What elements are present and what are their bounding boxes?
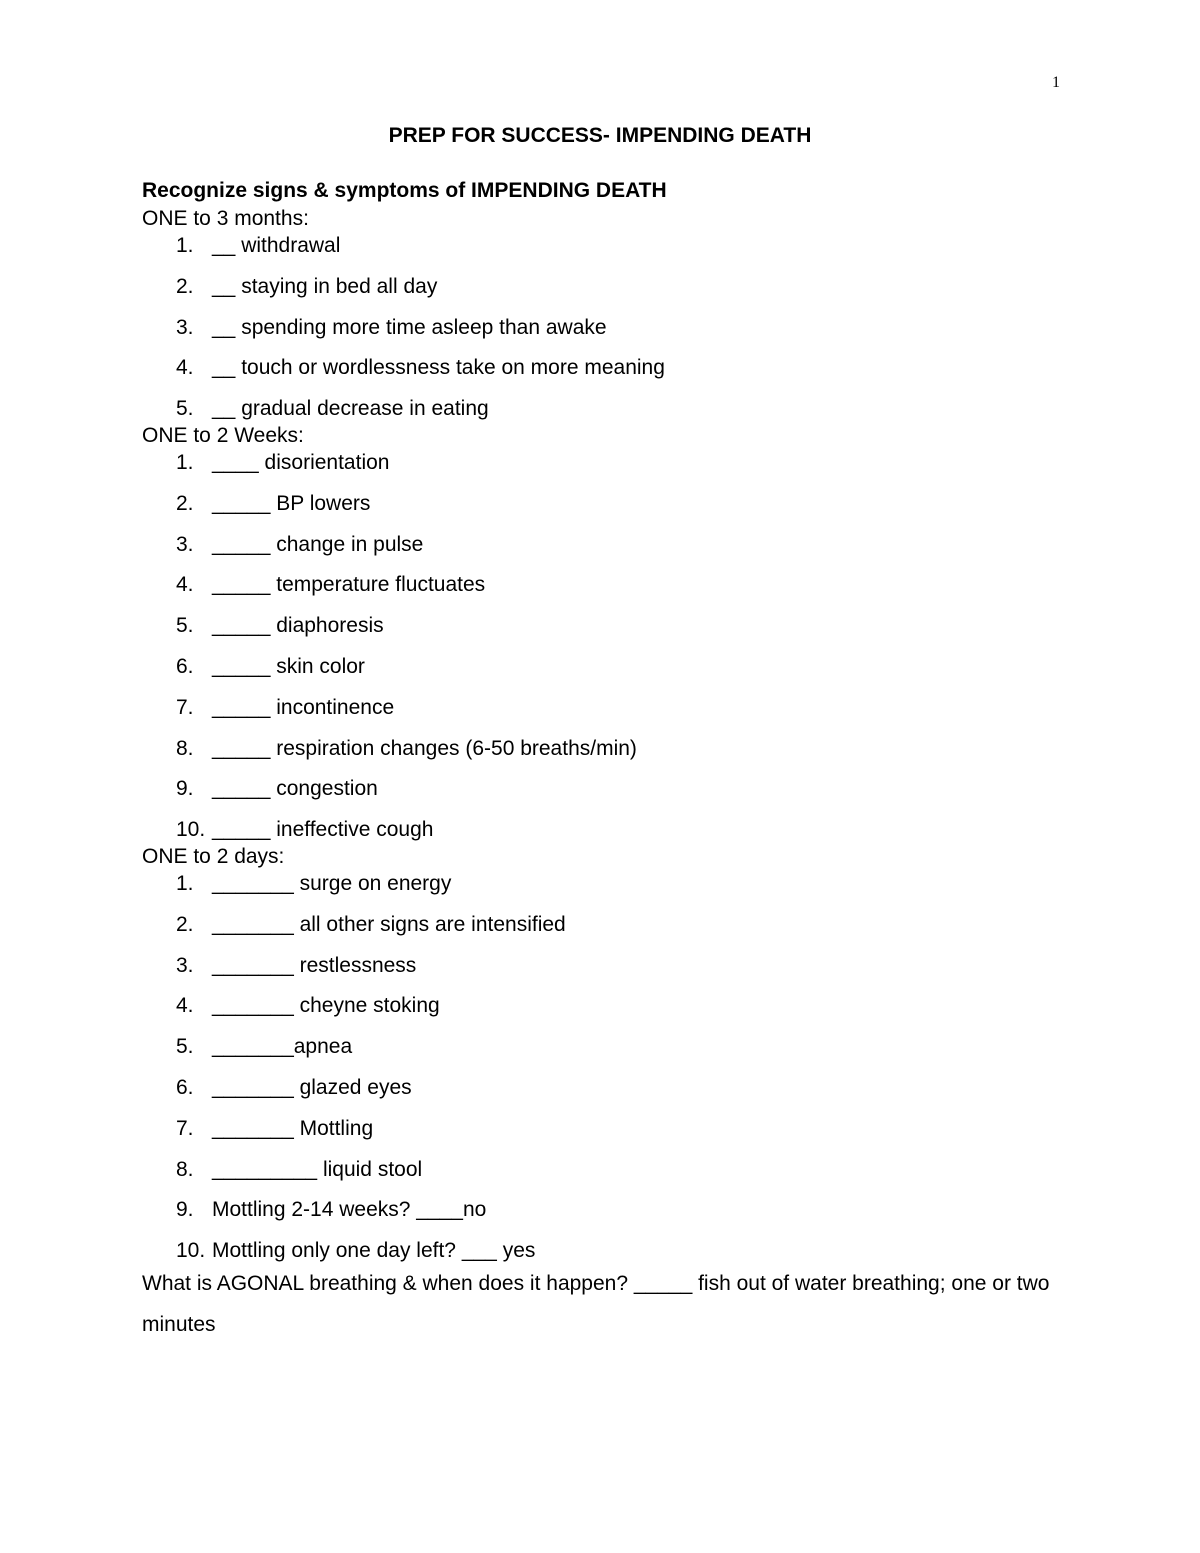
item-number: 3. (176, 315, 194, 339)
section-one-to-two-weeks (142, 422, 1062, 857)
list-item (142, 1033, 1062, 1074)
list-item (142, 1074, 1062, 1115)
item-number: 7. (176, 695, 194, 719)
item-text: __ gradual decrease in eating (212, 397, 489, 421)
item-number: 8. (176, 1157, 194, 1181)
subtitle: Recognize signs & symptoms of IMPENDING DEATH (142, 179, 667, 202)
item-number: 7. (176, 1116, 194, 1140)
list-item (142, 816, 1062, 857)
item-number: 6. (176, 1075, 194, 1099)
list-item (142, 952, 1062, 993)
section-one-to-two-days (142, 843, 1062, 1278)
sign-list (142, 870, 1062, 1278)
section-heading: ONE to 3 months: (142, 207, 309, 230)
item-text: __ staying in bed all day (212, 274, 438, 298)
list-item (142, 735, 1062, 776)
section-one-to-three-months (142, 205, 1062, 436)
document-body (142, 177, 1062, 1345)
list-item (142, 911, 1062, 952)
item-number: 4. (176, 994, 194, 1018)
sign-list (142, 232, 1062, 436)
item-text: _______ all other signs are intensified (212, 912, 566, 936)
item-text: _________ liquid stool (212, 1157, 423, 1181)
list-item (142, 1115, 1062, 1156)
item-text: _____ congestion (212, 777, 378, 801)
item-text: Mottling only one day left? ___ yes (212, 1239, 536, 1263)
item-text: _______ cheyne stoking (212, 994, 440, 1018)
item-number: 3. (176, 953, 194, 977)
item-number: 2. (176, 274, 194, 298)
section-heading: ONE to 2 Weeks: (142, 423, 304, 447)
section-heading: ONE to 2 days: (142, 844, 285, 868)
item-text: _____ diaphoresis (212, 614, 384, 638)
item-number: 10. (176, 1239, 206, 1263)
list-item (142, 653, 1062, 694)
item-text: _____ BP lowers (212, 491, 371, 515)
item-number: 5. (176, 397, 194, 421)
list-item (142, 775, 1062, 816)
item-text: __ spending more time asleep than awake (212, 315, 607, 339)
item-number: 9. (176, 1198, 194, 1222)
list-item (142, 314, 1062, 355)
list-item (142, 1196, 1062, 1237)
item-text: _____ change in pulse (212, 532, 424, 556)
item-text: _______apnea (212, 1035, 353, 1059)
item-text: _____ incontinence (212, 695, 395, 719)
sign-list (142, 449, 1062, 857)
list-item (142, 395, 1062, 436)
item-number: 2. (176, 912, 194, 936)
item-number: 5. (176, 1035, 194, 1059)
list-item (142, 354, 1062, 395)
item-text: _______ Mottling (212, 1116, 374, 1140)
agonal-breathing-question: What is AGONAL breathing & when does it happen? _____ fish out of water breathing; one or two minutes (142, 1271, 1050, 1336)
list-item (142, 490, 1062, 531)
list-item (142, 870, 1062, 911)
list-item (142, 449, 1062, 490)
item-number: 5. (176, 614, 194, 638)
item-text: _____ respiration changes (6-50 breaths/min) (212, 736, 637, 760)
list-item (142, 531, 1062, 572)
list-item (142, 694, 1062, 735)
page-number: 1 (1052, 74, 1060, 91)
item-number: 3. (176, 532, 194, 556)
item-text: ____ disorientation (212, 450, 390, 474)
item-number: 1. (176, 234, 194, 257)
item-number: 8. (176, 736, 194, 760)
item-number: 10. (176, 818, 206, 842)
list-item (142, 1237, 1062, 1278)
item-text: __ withdrawal (212, 234, 341, 257)
item-text: _____ skin color (212, 654, 365, 678)
item-number: 9. (176, 777, 194, 801)
item-text: _______ glazed eyes (212, 1075, 412, 1099)
item-text: _______ restlessness (212, 953, 417, 977)
item-number: 4. (176, 356, 194, 380)
item-text: _______ surge on energy (212, 871, 452, 895)
item-text: _____ ineffective cough (212, 818, 434, 842)
list-item (142, 232, 1062, 273)
item-number: 2. (176, 491, 194, 515)
list-item (142, 273, 1062, 314)
list-item (142, 992, 1062, 1033)
item-text: Mottling 2-14 weeks? ____no (212, 1198, 487, 1222)
list-item (142, 1156, 1062, 1197)
item-number: 6. (176, 654, 194, 678)
item-number: 4. (176, 573, 194, 597)
list-item (142, 612, 1062, 653)
item-text: _____ temperature fluctuates (212, 573, 486, 597)
item-text: __ touch or wordlessness take on more meaning (212, 356, 665, 380)
item-number: 1. (176, 450, 194, 474)
list-item (142, 571, 1062, 612)
item-number: 1. (176, 871, 194, 895)
document-title: PREP FOR SUCCESS- IMPENDING DEATH (388, 124, 812, 147)
